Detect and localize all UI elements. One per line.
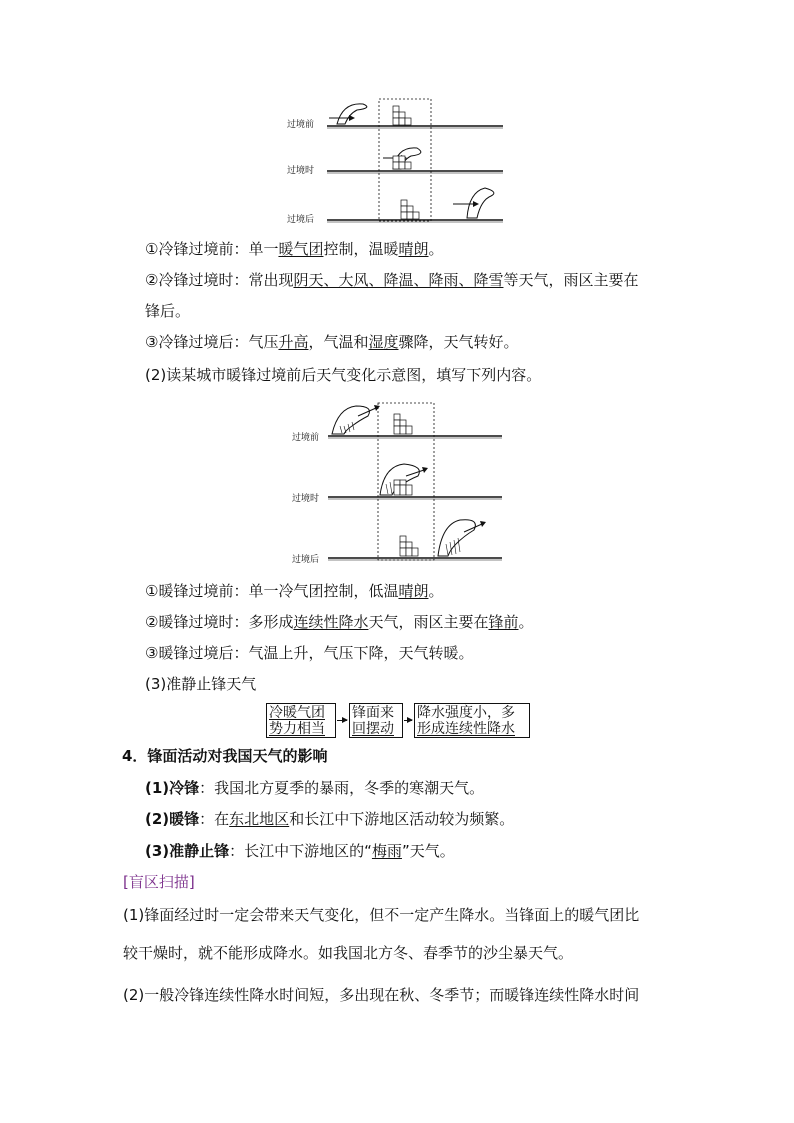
warm-line-3: ③暖锋过境后：气温上升，气压下降，天气转暖。 xyxy=(145,644,474,662)
flow-arrow-1 xyxy=(337,720,347,721)
cold-line-2: ②冷锋过境时：常出现阴天、大风、降温、降雨、降雪等天气，雨区主要在 xyxy=(145,271,639,289)
blind-p2: (2)一般冷锋连续性降水时间短，多出现在秋、冬季节；而暖锋连续性降水时间 xyxy=(123,986,640,1004)
cold-line-2b: 锋后。 xyxy=(145,302,191,320)
warm-line-2: ②暖锋过境时：多形成连续性降水天气，雨区主要在锋前。 xyxy=(145,613,534,631)
cold-front-row-before xyxy=(327,104,503,128)
flow-box-2: 锋面来 回摆动 xyxy=(349,703,403,738)
question-3: (3)准静止锋天气 xyxy=(145,675,257,693)
fig1-label-after: 过境后 xyxy=(287,215,315,225)
fig2-label-during: 过境时 xyxy=(292,494,320,504)
warm-front-diagram xyxy=(288,400,508,570)
cold-line-3: ③冷锋过境后：气压升高，气温和湿度骤降，天气转好。 xyxy=(145,333,519,351)
flow-box-3: 降水强度小，多 形成连续性降水 xyxy=(414,703,530,738)
flow-box-1: 冷暖气团 势力相当 xyxy=(266,703,336,738)
sec4-item-1: (1)冷锋：我国北方夏季的暴雨，冬季的寒潮天气。 xyxy=(145,779,485,797)
warm-line-1: ①暖锋过境前：单一冷气团控制，低温晴朗。 xyxy=(145,582,444,600)
cold-front-row-during xyxy=(327,148,503,173)
warm-front-row-before xyxy=(328,405,502,438)
warm-front-row-after xyxy=(328,520,502,560)
section-4-title: 4．锋面活动对我国天气的影响 xyxy=(122,747,328,765)
blind-p1a: (1)锋面经过时一定会带来天气变化，但不一定产生降水。当锋面上的暖气团比 xyxy=(123,906,640,924)
sec4-item-3: (3)准静止锋：长江中下游地区的“梅雨”天气。 xyxy=(145,842,455,860)
blind-p1b: 较干燥时，就不能形成降水。如我国北方冬、春季节的沙尘暴天气。 xyxy=(123,944,574,962)
fig2-label-after: 过境后 xyxy=(292,555,320,565)
sec4-item-2: (2)暖锋：在东北地区和长江中下游地区活动较为频繁。 xyxy=(145,810,515,828)
blind-spot-title: [盲区扫描] xyxy=(123,873,195,891)
flow-arrow-2 xyxy=(404,720,412,721)
cold-line-1: ①冷锋过境前：单一暖气团控制，温暖晴朗。 xyxy=(145,240,444,258)
question-2: (2)读某城市暖锋过境前后天气变化示意图，填写下列内容。 xyxy=(145,366,542,384)
cold-front-row-after xyxy=(327,188,503,222)
fig1-label-before: 过境前 xyxy=(287,120,315,130)
fig2-label-before: 过境前 xyxy=(292,433,320,443)
fig1-label-during: 过境时 xyxy=(287,166,315,176)
cold-front-diagram xyxy=(285,96,510,228)
warm-front-row-during xyxy=(328,464,502,499)
